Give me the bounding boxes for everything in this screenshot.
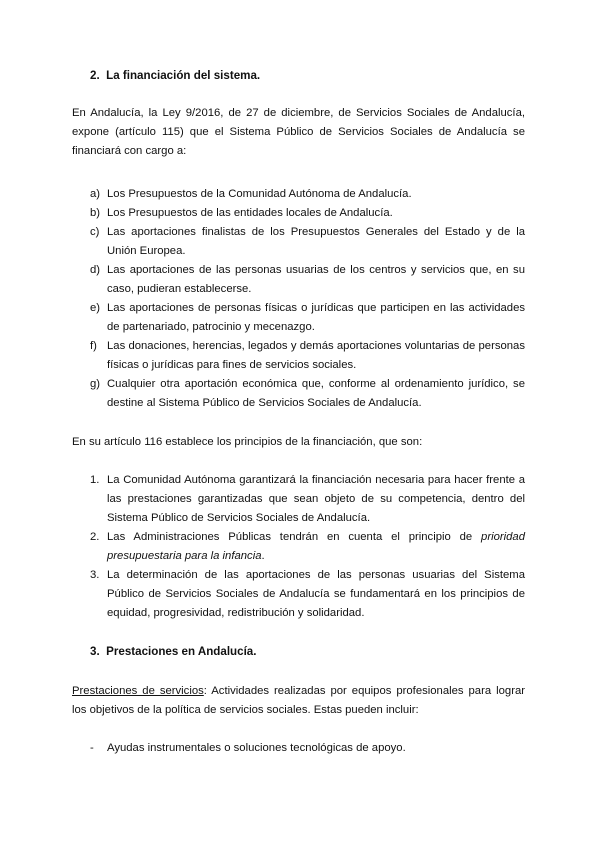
list-item-text: Las donaciones, herencias, legados y demás aportaciones voluntarias de personas físicas o jurídicas para fines de servicios sociales. bbox=[107, 340, 525, 371]
section-2-number: 2. bbox=[90, 69, 100, 82]
list-item bbox=[72, 261, 525, 299]
principles-intro: En su artículo 116 establece los principios de la financiación, que son: bbox=[72, 436, 423, 448]
list-marker: g) bbox=[90, 378, 101, 390]
list-item-text-end: . bbox=[261, 550, 265, 562]
list-item bbox=[72, 185, 525, 204]
list-item bbox=[72, 204, 525, 223]
list-marker: 1. bbox=[90, 474, 100, 486]
list-item bbox=[72, 337, 525, 375]
principles-list bbox=[72, 471, 525, 623]
list-item-text: Ayudas instrumentales o soluciones tecnológicas de apoyo. bbox=[107, 742, 406, 754]
italic-emphasis: prioridad presupuestaria para la infancia bbox=[107, 531, 525, 562]
services-definition-paragraph bbox=[72, 682, 525, 720]
list-marker: b) bbox=[90, 207, 101, 219]
list-item-text: La Comunidad Autónoma garantizará la financiación necesaria para hacer frente a las prestaciones garantizadas que sean objeto de su competencia, dentro del Sistema Público de Servicios Sociales de Andalucía. bbox=[107, 474, 525, 524]
list-item bbox=[72, 375, 525, 413]
list-item bbox=[72, 566, 525, 623]
list-item bbox=[72, 299, 525, 337]
list-item bbox=[72, 471, 525, 528]
section-3-title: Prestaciones en Andalucía. bbox=[106, 645, 257, 658]
section-2-intro-paragraph: En Andalucía, la Ley 9/2016, de 27 de diciembre, de Servicios Sociales de Andalucía, expone (artículo 115) que el Sistema Público de Servicios Sociales de Andalucía se financiará con cargo a: bbox=[72, 107, 525, 157]
list-marker: d) bbox=[90, 264, 101, 276]
list-item bbox=[72, 528, 525, 566]
funding-sources-list bbox=[72, 185, 525, 413]
list-item bbox=[72, 223, 525, 261]
list-item-text: Los Presupuestos de las entidades locales de Andalucía. bbox=[107, 207, 393, 219]
section-2-heading bbox=[90, 69, 260, 82]
list-marker: 2. bbox=[90, 531, 100, 543]
services-bullet-list bbox=[72, 739, 525, 758]
section-2-title: La financiación del sistema. bbox=[106, 69, 261, 82]
list-item-text: Cualquier otra aportación económica que, conforme al ordenamiento jurídico, se destine al Sistema Público de Servicios Sociales de Andalucía. bbox=[107, 378, 525, 409]
list-item-text: Las Administraciones Públicas tendrán en cuenta el principio de bbox=[107, 531, 482, 543]
list-marker: 3. bbox=[90, 569, 100, 581]
list-item-text: Las aportaciones de personas físicas o jurídicas que participen en las actividades de partenariado, patrocinio y mecenazgo. bbox=[107, 302, 525, 333]
list-marker: f) bbox=[90, 340, 97, 352]
list-marker: - bbox=[90, 742, 94, 754]
list-item-text: Los Presupuestos de la Comunidad Autónoma de Andalucía. bbox=[107, 188, 412, 200]
definition-text: : Actividades realizadas por equipos profesionales para lograr los objetivos de la política de servicios sociales. Estas pueden incluir: bbox=[72, 685, 525, 716]
section-3-number: 3. bbox=[90, 645, 100, 658]
list-marker: e) bbox=[90, 302, 101, 314]
list-marker: a) bbox=[90, 188, 101, 200]
list-item-text: Las aportaciones finalistas de los Presupuestos Generales del Estado y de la Unión Europea. bbox=[107, 226, 525, 257]
list-item bbox=[72, 739, 525, 758]
section-3-heading bbox=[90, 645, 256, 658]
list-item-text: La determinación de las aportaciones de las personas usuarias del Sistema Público de Servicios Sociales de Andalucía se fundamentará en los principios de equidad, progresividad, redistribución y solidaridad. bbox=[107, 569, 525, 619]
list-item-text: Las aportaciones de las personas usuarias de los centros y servicios que, en su caso, pudieran establecerse. bbox=[107, 264, 525, 295]
definition-term: Prestaciones de servicios bbox=[72, 685, 204, 697]
list-marker: c) bbox=[90, 226, 100, 238]
